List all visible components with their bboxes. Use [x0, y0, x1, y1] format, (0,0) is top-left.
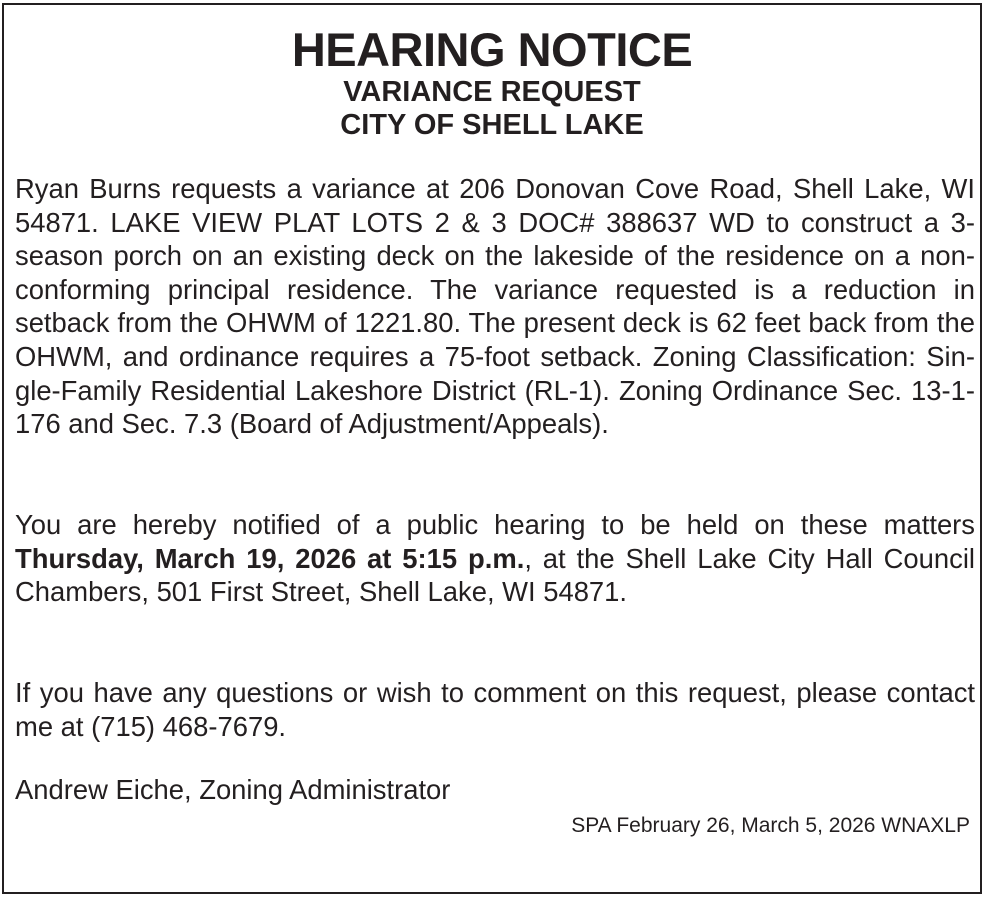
notice-subtitle-city: CITY OF SHELL LAKE: [340, 109, 644, 141]
notice-subtitle-variance: VARIANCE REQUEST: [343, 76, 641, 108]
signature-line: Andrew Eiche, Zoning Administrator: [15, 774, 451, 805]
notice-frame: [2, 3, 982, 894]
notice-header: [4, 24, 980, 142]
variance-description-paragraph: Ryan Burns requests a variance at 206 Donovan Cove Road, Shell Lake, WI 54871. LAKE VIEW PLAT LOTS 2 & 3 DOC# 388637 WD to construct a 3-season porch on an existing deck on the lakeside of the residence on a non-conforming principal residence. The variance requested is a reduction in setback from the OHWM of 1221.80. The present deck is 62 feet back from the OHWM, and ordinance requires a 75-foot setback. Zoning Classification: Single-Family Residential Lakeshore District (RL-1). Zoning Ordinance Sec. 13-1-176 and Sec. 7.3 (Board of Adjustment/Appeals).: [15, 173, 975, 440]
publication-dates: SPA February 26, March 5, 2026 WNAXLP: [571, 814, 970, 837]
hearing-location-text: , at the Shell Lake City Hall Council Chambers, 501 First Street, Shell Lake, WI 54871.: [15, 542, 976, 608]
contact-paragraph: If you have any questions or wish to comment on this request, please contact me at (715) 468-7679.: [15, 677, 975, 742]
hearing-intro-text: You are hereby notified of a public hearing to be held on these matters: [15, 509, 975, 540]
notice-title: HEARING NOTICE: [291, 23, 693, 76]
hearing-datetime: Thursday, March 19, 2026 at 5:15 p.m.: [15, 542, 525, 574]
hearing-details-paragraph: [15, 508, 975, 609]
